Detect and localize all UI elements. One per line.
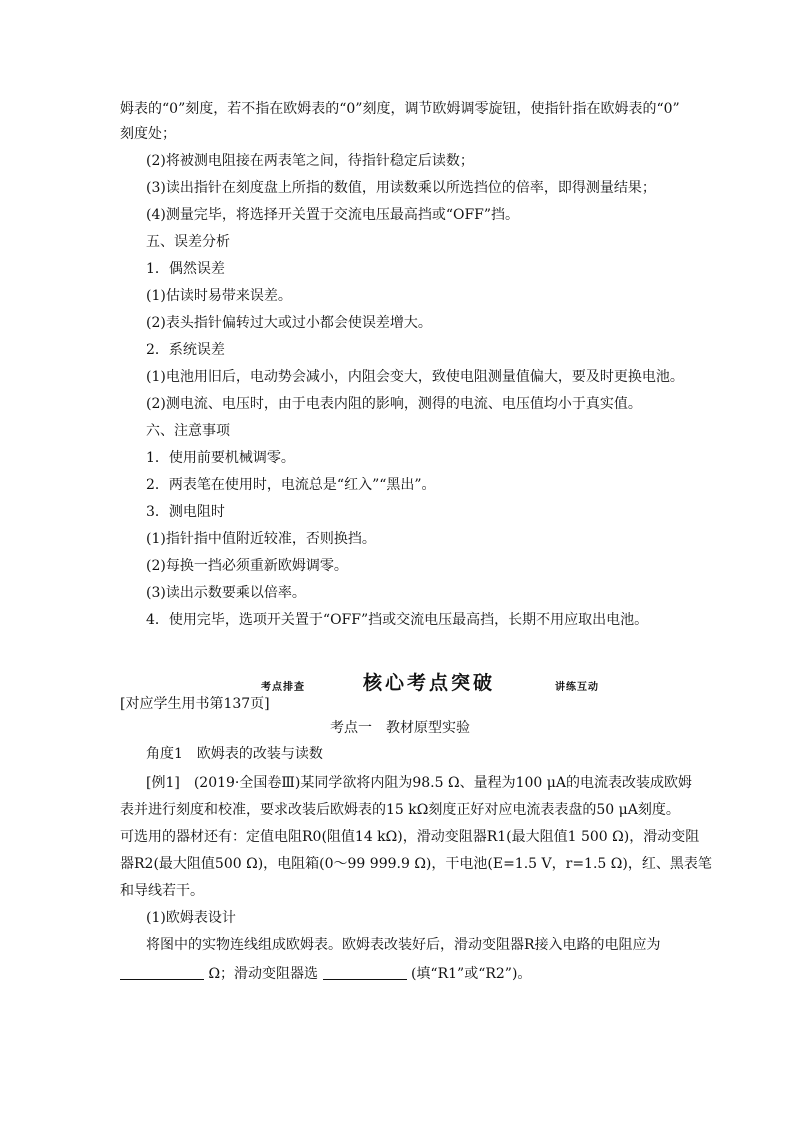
paragraph-line: 2．两表笔在使用时，电流总是“红入”“黑出”。 (146, 477, 436, 493)
example-line: 和导线若干。 (120, 883, 204, 899)
paragraph-line: (4)测量完毕，将选择开关置于交流电压最高挡或“OFF”挡。 (146, 207, 520, 223)
section-banner (120, 668, 680, 696)
question-heading: (1)欧姆表设计 (146, 910, 236, 926)
example-line: [例1] (2019·全国卷Ⅲ)某同学欲将内阻为98.5 Ω、量程为100 μA的电流表改装成欧姆 (146, 775, 692, 791)
example-line: 可选用的器材还有：定值电阻R0(阻值14 kΩ)，滑动变阻器R1(最大阻值1 500 Ω)，滑动变阻 (120, 829, 700, 845)
book-reference: [对应学生用书第137页] (120, 696, 270, 712)
answer-blank-1[interactable] (120, 965, 204, 980)
paragraph-line: (2)表头指针偏转过大或过小都会使误差增大。 (146, 315, 432, 331)
subheading: 3．测电阻时 (146, 504, 225, 520)
paragraph-line: 4．使用完毕，选项开关置于“OFF”挡或交流电压最高挡，长期不用应取出电池。 (146, 612, 649, 628)
banner-right-label: 讲练互动 (555, 682, 599, 693)
paragraph-line: (2)将被测电阻接在两表笔之间，待指针稳定后读数； (146, 153, 474, 169)
section-heading: 五、误差分析 (146, 234, 230, 250)
kaodian-title: 考点一 教材原型实验 (330, 720, 470, 736)
paragraph-line: (3)读出示数要乘以倍率。 (146, 585, 306, 601)
banner-title: 核心考点突破 (363, 672, 496, 694)
paragraph-line: (1)指针指中值附近较准，否则换挡。 (146, 531, 376, 547)
paragraph-line: (1)估读时易带来误差。 (146, 288, 292, 304)
paragraph-line: (2)每换一挡必须重新欧姆调零。 (146, 558, 348, 574)
subheading: 2．系统误差 (146, 342, 225, 358)
paragraph-line: 姆表的“0”刻度，若不指在欧姆表的“0”刻度，调节欧姆调零旋钮，使指针指在欧姆表的“0” (120, 101, 680, 117)
question-text: (填“R1”或“R2”)。 (410, 966, 532, 982)
question-line: 将图中的实物连线组成欧姆表。欧姆表改装好后，滑动变阻器R接入电路的电阻应为 (146, 937, 661, 953)
answer-blank-2[interactable] (323, 965, 407, 980)
paragraph-line: (3)读出指针在刻度盘上所指的数值，用读数乘以所选挡位的倍率，即得测量结果； (146, 180, 656, 196)
example-line: 表并进行刻度和校准，要求改装后欧姆表的15 kΩ刻度正好对应电流表表盘的50 μA刻度。 (120, 802, 680, 818)
subheading: 1．偶然误差 (146, 261, 225, 277)
question-fill-line (120, 964, 680, 984)
question-text: Ω；滑动变阻器选 (208, 966, 319, 982)
section-heading: 六、注意事项 (146, 423, 230, 439)
paragraph-line: 刻度处； (120, 126, 176, 142)
example-line: 器R2(最大阻值500 Ω)，电阻箱(0～99 999.9 Ω)，干电池(E=1.5 V，r=1.5 Ω)，红、黑表笔 (120, 856, 712, 872)
banner-left-label: 考点排查 (261, 682, 305, 693)
paragraph-line: (1)电池用旧后，电动势会减小，内阻会变大，致使电阻测量值偏大，要及时更换电池。 (146, 369, 684, 385)
angle-title: 角度1 欧姆表的改装与读数 (146, 746, 323, 762)
paragraph-line: (2)测电流、电压时，由于电表内阻的影响，测得的电流、电压值均小于真实值。 (146, 396, 642, 412)
paragraph-line: 1．使用前要机械调零。 (146, 450, 295, 466)
